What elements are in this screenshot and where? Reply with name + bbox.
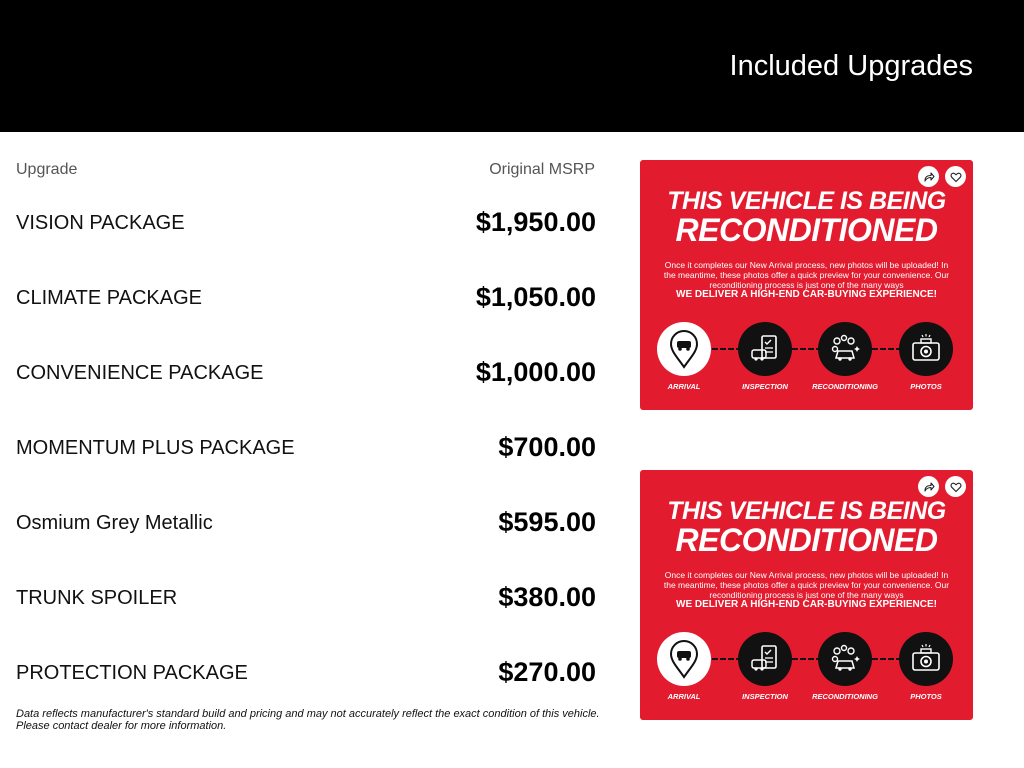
upgrade-price: $380.00 <box>498 582 596 612</box>
page-title: Included Upgrades <box>729 50 973 82</box>
upgrade-row <box>16 652 596 692</box>
step-inspection <box>725 322 805 391</box>
upgrade-row <box>16 352 596 392</box>
card-headline-main: RECONDITIONED <box>675 212 938 248</box>
location-car-icon <box>657 322 711 376</box>
upgrade-price: $270.00 <box>498 657 596 687</box>
camera-icon <box>899 322 953 376</box>
upgrade-price: $1,000.00 <box>475 357 596 387</box>
car-wash-icon <box>818 322 872 376</box>
step-arrival <box>644 322 724 391</box>
card-headline: THIS VEHICLE IS BEING <box>667 187 946 215</box>
upgrade-name: VISION PACKAGE <box>16 212 185 234</box>
share-icon[interactable] <box>918 476 939 497</box>
card-tagline: WE DELIVER A HIGH-END CAR-BUYING EXPERIENCE! <box>676 289 937 300</box>
process-steps <box>640 322 973 402</box>
clipboard-car-icon <box>738 322 792 376</box>
upgrade-price: $595.00 <box>498 507 596 537</box>
upgrade-row <box>16 277 596 317</box>
upgrade-name: MOMENTUM PLUS PACKAGE <box>16 437 295 459</box>
step-label: PHOTOS <box>910 692 942 701</box>
step-label: INSPECTION <box>742 382 788 391</box>
card-headline-main: RECONDITIONED <box>675 522 938 558</box>
heart-icon[interactable] <box>945 476 966 497</box>
reconditioning-card[interactable] <box>640 160 973 410</box>
step-label: INSPECTION <box>742 692 788 701</box>
step-reconditioning <box>805 632 885 701</box>
camera-icon <box>899 632 953 686</box>
upgrade-row <box>16 427 596 467</box>
upgrade-name: PROTECTION PACKAGE <box>16 662 248 684</box>
upgrade-row <box>16 502 596 542</box>
upgrade-name: Osmium Grey Metallic <box>16 512 213 534</box>
step-reconditioning <box>805 322 885 391</box>
step-inspection <box>725 632 805 701</box>
disclaimer-line: Data reflects manufacturer's standard build and pricing and may not accurately reflect the exact condition of this vehicle. <box>16 708 600 720</box>
column-header-upgrade: Upgrade <box>16 161 78 178</box>
card-body-text: Once it completes our New Arrival process, new photos will be uploaded! In the meantime, these photos offer a quick preview for your convenience. Our reconditioning process is just one of the many ways <box>663 570 950 600</box>
upgrade-name: CLIMATE PACKAGE <box>16 287 202 309</box>
upgrade-price: $1,050.00 <box>475 282 596 312</box>
step-photos <box>886 322 966 391</box>
share-icon[interactable] <box>918 166 939 187</box>
upgrade-name: TRUNK SPOILER <box>16 587 178 609</box>
step-label: RECONDITIONING <box>812 382 878 391</box>
step-photos <box>886 632 966 701</box>
step-label: PHOTOS <box>910 382 942 391</box>
header-bar <box>0 0 1024 132</box>
column-header-msrp: Original MSRP <box>489 161 595 178</box>
disclaimer <box>16 708 616 732</box>
upgrade-price: $1,950.00 <box>475 207 596 237</box>
process-steps <box>640 632 973 712</box>
step-label: RECONDITIONING <box>812 692 878 701</box>
disclaimer-line: Please contact dealer for more information. <box>16 720 227 732</box>
heart-icon[interactable] <box>945 166 966 187</box>
location-car-icon <box>657 632 711 686</box>
upgrade-price: $700.00 <box>498 432 596 462</box>
reconditioning-card[interactable] <box>640 470 973 720</box>
car-wash-icon <box>818 632 872 686</box>
card-headline: THIS VEHICLE IS BEING <box>667 497 946 525</box>
step-label: ARRIVAL <box>667 382 701 391</box>
card-tagline: WE DELIVER A HIGH-END CAR-BUYING EXPERIENCE! <box>676 599 937 610</box>
card-body-text: Once it completes our New Arrival process, new photos will be uploaded! In the meantime, these photos offer a quick preview for your convenience. Our reconditioning process is just one of the many ways <box>663 260 950 290</box>
upgrade-row <box>16 577 596 617</box>
clipboard-car-icon <box>738 632 792 686</box>
upgrade-name: CONVENIENCE PACKAGE <box>16 362 264 384</box>
upgrade-row <box>16 202 596 242</box>
step-label: ARRIVAL <box>667 692 701 701</box>
step-arrival <box>644 632 724 701</box>
